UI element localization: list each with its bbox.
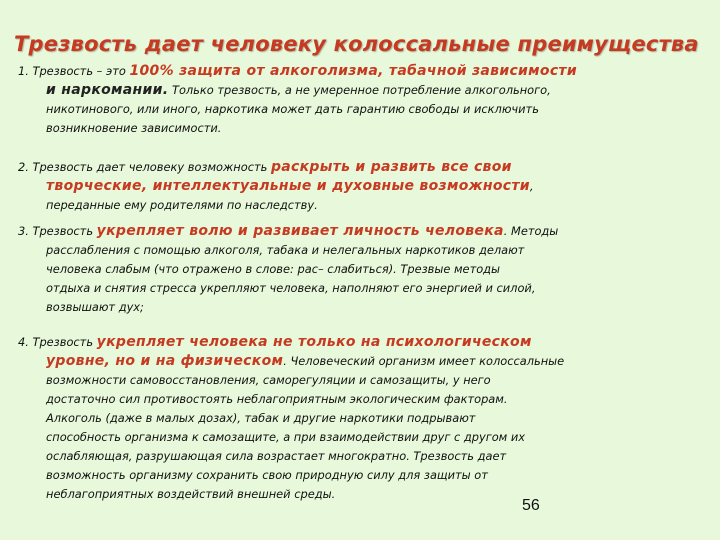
highlight-text: 100% защита от алкоголизма, табачной зависимости bbox=[129, 63, 577, 79]
benefit-item-1 bbox=[18, 62, 708, 138]
text-line bbox=[18, 62, 708, 81]
highlight-text: и наркомании. bbox=[46, 82, 169, 98]
text-line bbox=[18, 81, 708, 100]
text-segment: 4. Трезвость bbox=[18, 335, 97, 349]
text-segment: . Методы bbox=[503, 224, 559, 238]
text-segment: переданные ему родителями по наследству. bbox=[46, 198, 318, 212]
text-segment: Только трезвость, а не умеренное потребление алкогольного, bbox=[168, 83, 551, 97]
text-segment: возвышают дух; bbox=[46, 300, 144, 314]
text-line bbox=[18, 409, 708, 428]
highlight-text: раскрыть и развить все свои bbox=[270, 159, 512, 175]
text-segment: 2. Трезвость дает человеку возможность bbox=[18, 160, 271, 174]
text-segment: 3. Трезвость bbox=[18, 224, 97, 238]
text-segment: . Человеческий организм имеет колоссальные bbox=[283, 354, 565, 368]
text-segment: ослабляющая, разрушающая сила возрастает многократно. Трезвость дает bbox=[46, 449, 507, 463]
text-line bbox=[18, 371, 708, 390]
benefit-item-2 bbox=[18, 158, 708, 215]
text-segment: Алкоголь (даже в малых дозах), табак и другие наркотики подрывают bbox=[46, 411, 476, 425]
text-segment: способность организма к самозащите, а при взаимодействии друг с другом их bbox=[46, 430, 526, 444]
page-number: 56 bbox=[522, 497, 540, 514]
text-line bbox=[18, 279, 708, 298]
highlight-text: укрепляет человека не только на психологическом bbox=[96, 334, 532, 350]
text-line bbox=[18, 100, 708, 119]
text-segment: возникновение зависимости. bbox=[46, 121, 222, 135]
text-line bbox=[18, 447, 708, 466]
text-line bbox=[18, 119, 708, 138]
slide-title: Трезвость дает человеку колоссальные преимущества bbox=[14, 32, 699, 56]
text-segment: возможности самовосстановления, саморегуляции и самозащиты, у него bbox=[46, 373, 491, 387]
text-line bbox=[18, 333, 708, 352]
highlight-text: творческие, интеллектуальные и духовные возможности bbox=[46, 178, 530, 194]
text-line bbox=[18, 390, 708, 409]
text-segment: , bbox=[529, 179, 534, 193]
text-line bbox=[18, 177, 708, 196]
text-line bbox=[18, 222, 708, 241]
text-segment: отдыха и снятия стресса укрепляют человека, наполняют его энергией и силой, bbox=[46, 281, 536, 295]
highlight-text: укрепляет волю и развивает личность человека bbox=[96, 223, 504, 239]
text-segment: 1. Трезвость – это bbox=[18, 64, 130, 78]
text-line bbox=[18, 158, 708, 177]
text-line bbox=[18, 428, 708, 447]
benefit-item-4 bbox=[18, 333, 708, 504]
text-segment: никотинового, или иного, наркотика может дать гарантию свободы и исключить bbox=[46, 102, 539, 116]
text-segment: человека слабым (что отражено в слове: рас– слабиться). Трезвые методы bbox=[46, 262, 501, 276]
text-line bbox=[18, 260, 708, 279]
text-line bbox=[18, 241, 708, 260]
text-segment: неблагоприятных воздействий внешней среды. bbox=[46, 487, 336, 501]
text-line bbox=[18, 352, 708, 371]
text-line bbox=[18, 466, 708, 485]
text-segment: достаточно сил противостоять неблагоприятным экологическим факторам. bbox=[46, 392, 508, 406]
text-line bbox=[18, 485, 708, 504]
text-segment: возможность организму сохранить свою природную силу для защиты от bbox=[46, 468, 488, 482]
highlight-text: уровне, но и на физическом bbox=[46, 353, 284, 369]
text-segment: расслабления с помощью алкоголя, табака и нелегальных наркотиков делают bbox=[46, 243, 525, 257]
text-line bbox=[18, 196, 708, 215]
text-line bbox=[18, 298, 708, 317]
benefit-item-3 bbox=[18, 222, 708, 317]
